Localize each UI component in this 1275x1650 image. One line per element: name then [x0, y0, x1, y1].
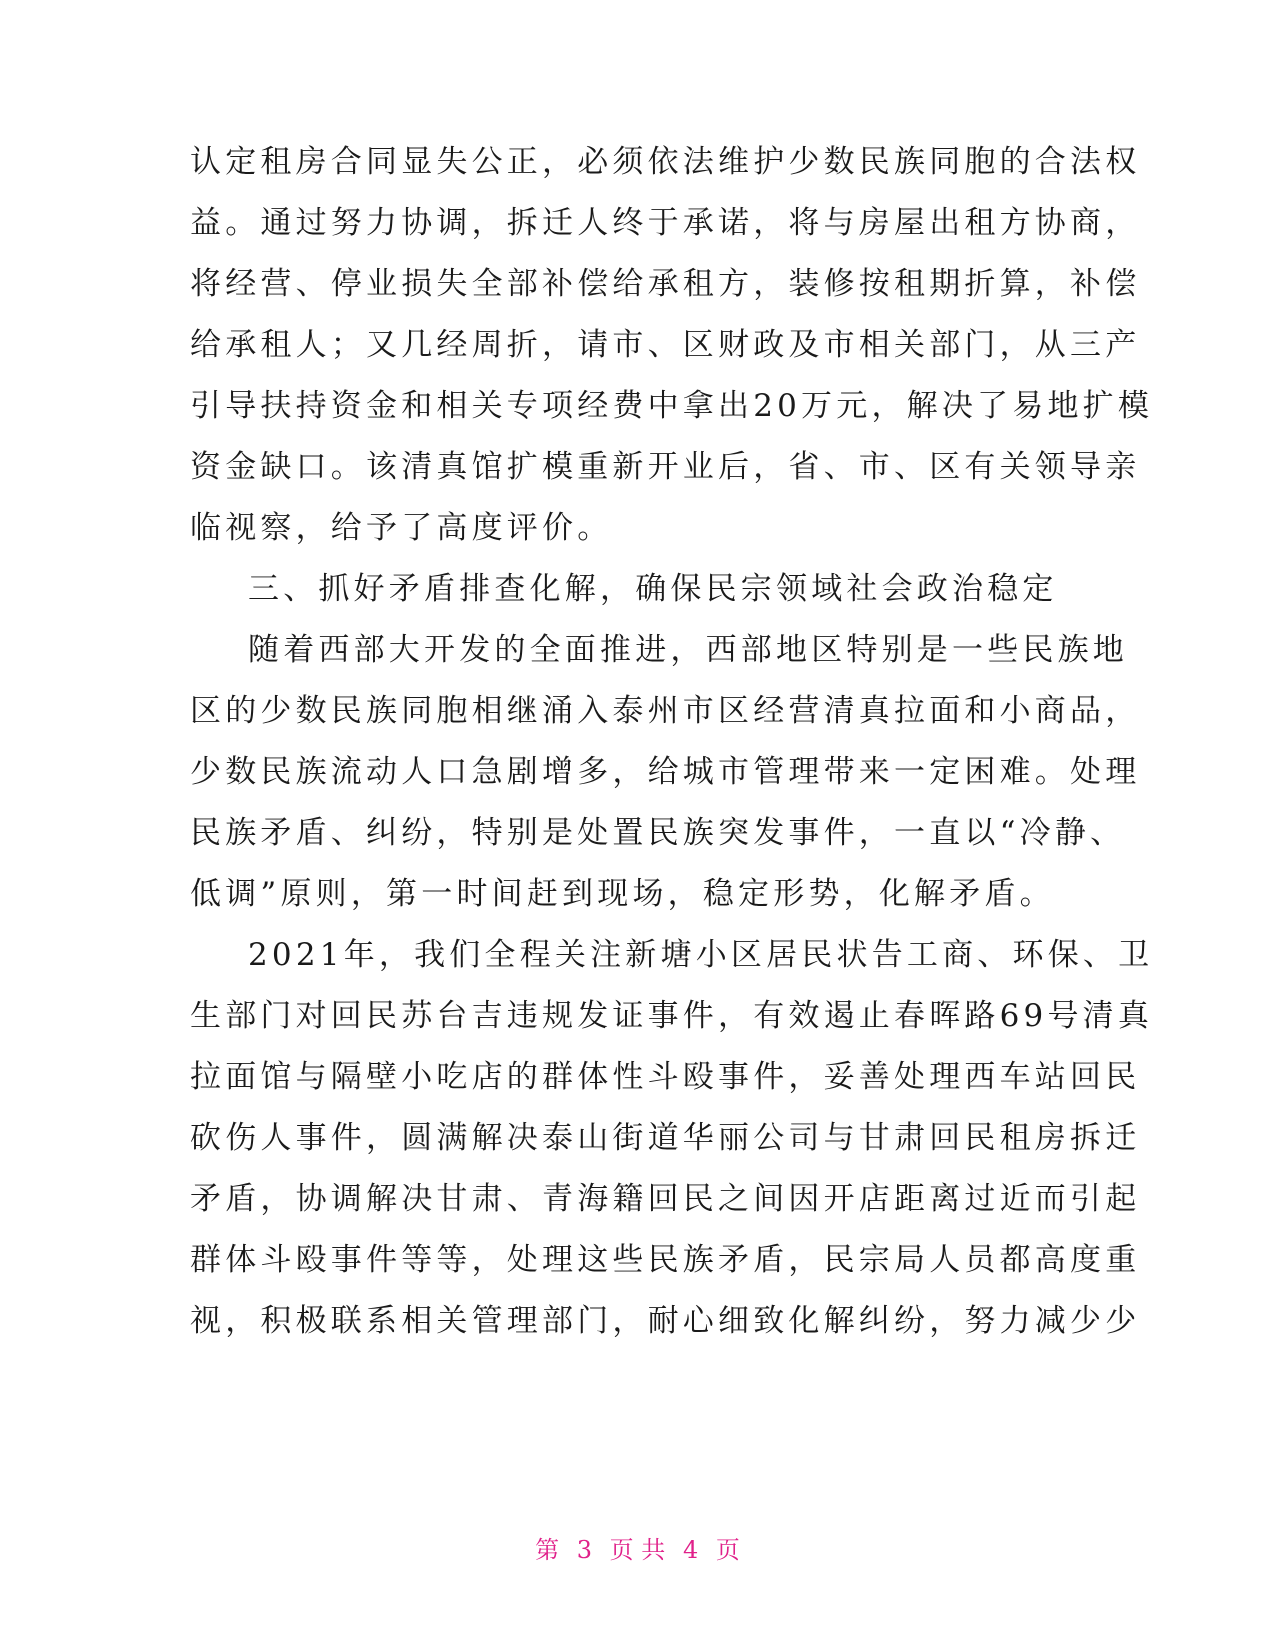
text-line: 2021年，我们全程关注新塘小区居民状告工商、环保、卫: [248, 937, 1154, 973]
text-line: 益。通过努力协调，拆迁人终于承诺，将与房屋出租方协商，: [190, 205, 1141, 241]
text-line: 给承租人；又几经周折，请市、区财政及市相关部门，从三产: [190, 327, 1141, 363]
text-line: 群体斗殴事件等等，处理这些民族矛盾，民宗局人员都高度重: [190, 1242, 1141, 1278]
footer-total-pages: 4: [682, 1536, 699, 1564]
section-heading: 三、抓好矛盾排查化解，确保民宗领域社会政治稳定: [248, 571, 1058, 607]
text-line: 资金缺口。该清真馆扩模重新开业后，省、市、区有关领导亲: [190, 449, 1141, 485]
text-line: 矛盾，协调解决甘肃、青海籍回民之间因开店距离过近而引起: [190, 1181, 1141, 1217]
text-line: 少数民族流动人口急剧增多，给城市管理带来一定困难。处理: [190, 754, 1141, 790]
text-line: 砍伤人事件，圆满解决泰山街道华丽公司与甘肃回民租房拆迁: [190, 1120, 1141, 1156]
text-line: 认定租房合同显失公正，必须依法维护少数民族同胞的合法权: [190, 144, 1141, 180]
footer-page-number: 3: [576, 1536, 593, 1564]
text-line: 拉面馆与隔壁小吃店的群体性斗殴事件，妥善处理西车站回民: [190, 1059, 1141, 1095]
footer-suffix: 页: [715, 1536, 740, 1564]
text-line: 低调”原则，第一时间赶到现场，稳定形势，化解矛盾。: [190, 876, 1055, 912]
footer-middle: 页 共: [609, 1536, 666, 1564]
footer-prefix: 第: [535, 1536, 560, 1564]
text-line: 区的少数民族同胞相继涌入泰州市区经营清真拉面和小商品，: [190, 693, 1141, 729]
page-footer: [0, 1535, 1275, 1565]
text-line: 生部门对回民苏台吉违规发证事件，有效遏止春晖路69号清真: [190, 998, 1154, 1034]
text-line: 民族矛盾、纠纷，特别是处置民族突发事件，一直以“冷静、: [190, 815, 1126, 851]
text-line: 将经营、停业损失全部补偿给承租方，装修按租期折算，补偿: [190, 266, 1141, 302]
text-line: 引导扶持资金和相关专项经费中拿出20万元，解决了易地扩模: [190, 388, 1154, 424]
text-line: 随着西部大开发的全面推进，西部地区特别是一些民族地: [248, 632, 1128, 668]
text-line: 临视察，给予了高度评价。: [190, 510, 613, 546]
text-line: 视，积极联系相关管理部门，耐心细致化解纠纷，努力减少少: [190, 1303, 1141, 1339]
